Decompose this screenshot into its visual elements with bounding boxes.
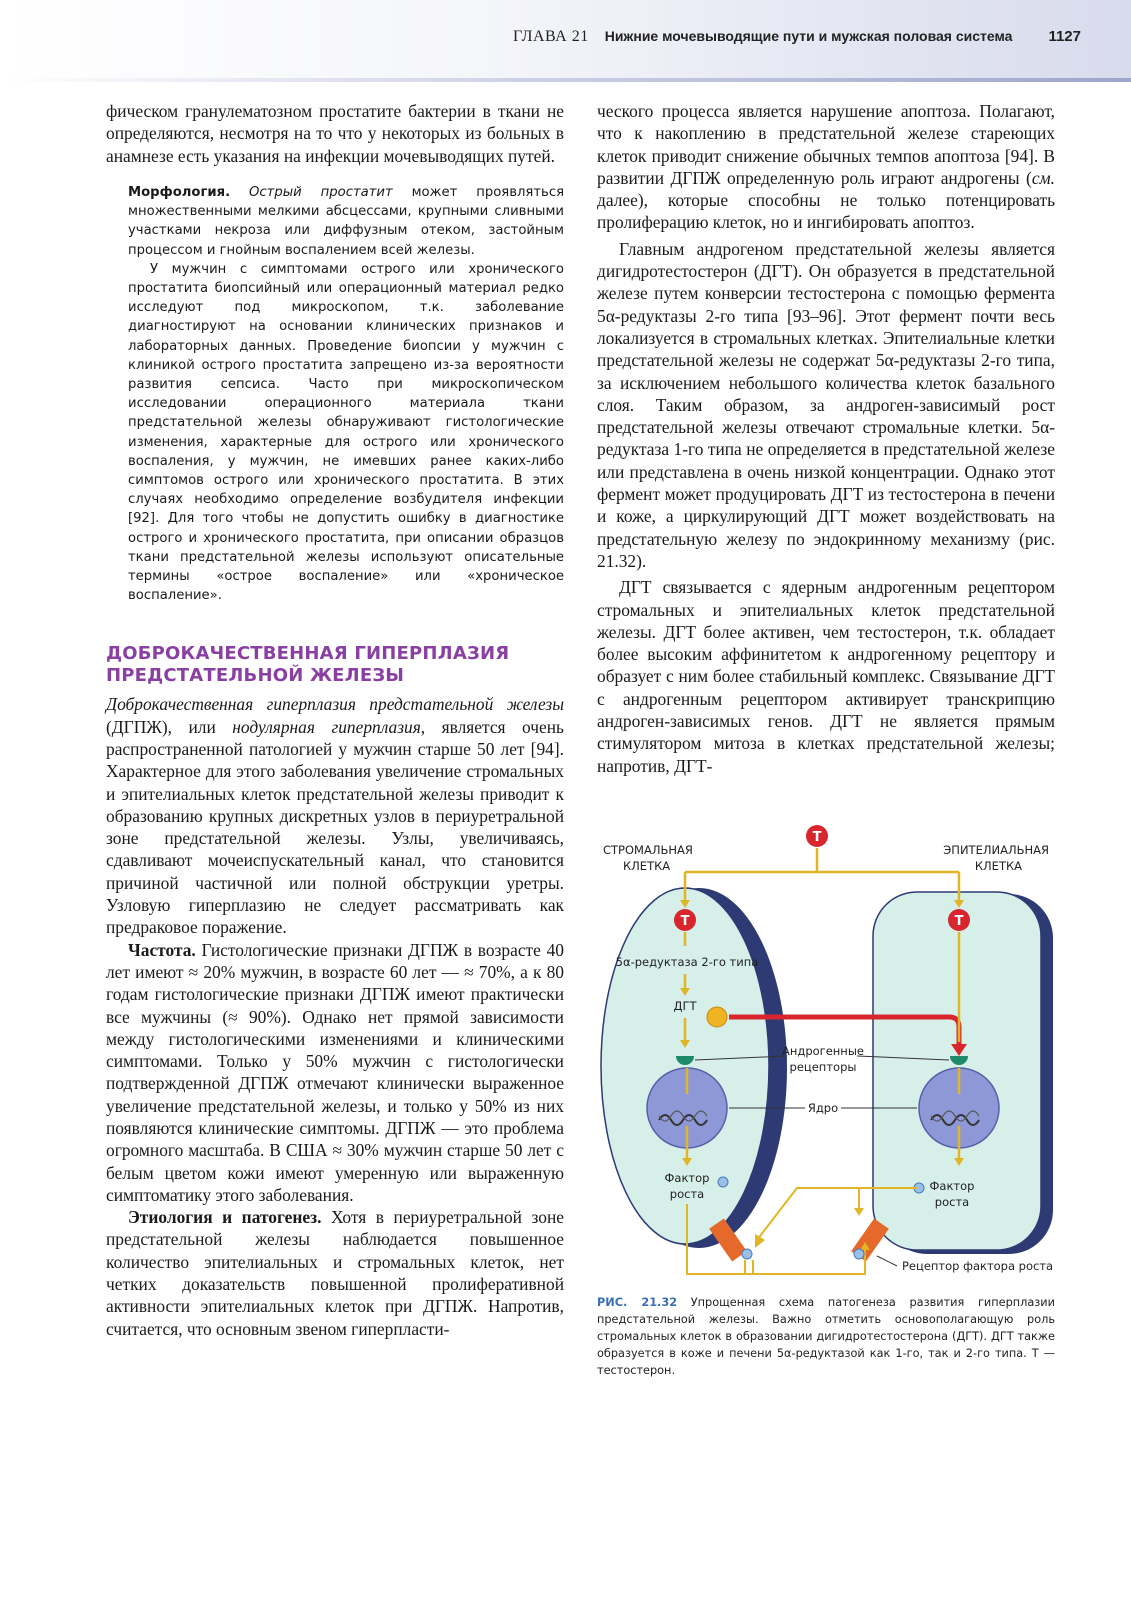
leader-line [877,1256,897,1266]
chapter-title: Нижние мочевыводящие пути и мужская половая система [604,28,1013,44]
morphology-label: Морфология. [128,184,231,200]
paragraph [597,100,1055,234]
morphology-paragraph-2: У мужчин с симптомами острого или хронического простатита биопсийный или операционный материал редко исследуют под микроскопом, т.к. заболевание диагностируют на основании клинических признаков и лабораторных данных. Проведение биопсии у мужчин с клиникой острого простатита запрещено из-за вероятности развития сепсиса. Часто при микроскопическом исследовании операционного материала ткани предстательной железы обнаруживают гистологические изменения, характерные для острого или хронического воспаления, у мужчин, не имевших ранее каких-либо симптомов острого или хронического простатита. В этих случаях необходимо определение возбудителя инфекции [92]. Для того чтобы не допустить ошибку в диагностике острого и хронического простатита, при описании образцов ткани предстательной железы используют описательные термины «острое воспаление» или «хроническое воспаление». [128,261,564,604]
reductase-label: 5α-редуктаза 2-го типа [615,955,759,969]
stromal-label-2: КЛЕТКА [623,859,671,873]
paragraph [106,939,564,1207]
caption-text: Упрощенная схема патогенеза развития гиперплазии предстательной железы. Важно отметить основополагающую роль стромальных клеток в образовании дигидротестостерона (ДГТ). ДГТ также образуется в коже и печени 5α-редуктазой как 1-го, так и 2-го типа. T — тестостерон. [597,1296,1055,1377]
term-italic: Доброкачественная гиперплазия предстательной железы [106,694,564,715]
morphology-block [128,183,564,605]
arrow [745,1260,753,1274]
caption-label: РИС. 21.32 [597,1296,678,1309]
gf-receptor-label: Рецептор фактора роста [902,1259,1054,1273]
growth-factor-molecule [718,1177,728,1187]
running-head [513,28,1081,46]
arrowhead [854,1208,864,1216]
right-column [597,100,1055,777]
t-label: T [812,830,822,845]
section-title-line-2: ПРЕДСТАТЕЛЬНОЙ ЖЕЛЕЗЫ [106,665,405,687]
receptors-label: Андрогенные [782,1044,864,1058]
receptors-label-2: рецепторы [789,1060,857,1074]
header-rule [0,78,1131,82]
text-span: , является очень распространенной патологией у мужчин старше 50 лет [94]. Характерное для этого заболевания увеличение стромальных и эпителиальных клеток предстательной железы приводит к образованию крупных дискретных узлов в периуретральной зоне предстательной железы. Узлы, увеличиваясь, сдавливают мочеиспускательный канал, что становится причиной частичной или полной обструкции уретры. Узловую гиперплазию не следует рассматривать как предраковое поражение. [106,716,564,938]
growth-factor-label: Фактор [929,1179,975,1193]
subheading-etiology: Этиология и патогенез. [128,1207,322,1228]
epithelial-label: ЭПИТЕЛИАЛЬНАЯ [943,843,1049,857]
text-span: Гистологические признаки ДГПЖ в возрасте 40 лет имеют ≈ 20% мужчин, в возрасте 60 лет — ≈ 70%, а к 80 годам гистологические признаки ДГПЖ имеют практически все мужчины (≈ 90%). Однако нет прямой зависимости между гистологическими изменениями и клиническими симптомами. Только у 50% мужчин с гистологически подтвержденной ДГПЖ отмечают клинически выраженное увеличение предстательной железы, и только у 50% из них появляются клинические симптомы. ДГПЖ — это проблема огромного масштаба. В США ≈ 30% мужчин старше 50 лет с белым цветом кожи имеют умеренную или выраженную симптоматику этого заболевания. [106,939,564,1205]
figure-21-32 [597,820,1057,1280]
morphology-term: Острый простатит [249,184,393,200]
left-column [106,100,564,1340]
paragraph [106,693,564,938]
section-title [106,643,564,687]
growth-factor-label: Фактор [664,1171,710,1185]
t-label: T [954,914,964,929]
dgt-molecule [707,1007,727,1027]
chapter-label: ГЛАВА 21 [513,28,589,45]
page-number: 1127 [1048,28,1081,45]
growth-factor-molecule [742,1249,752,1259]
stromal-label: СТРОМАЛЬНАЯ [603,843,693,857]
growth-factor-molecule [854,1249,864,1259]
term-italic: нодулярная гиперплазия [232,716,421,737]
morphology-text: может проявляться множественными мелкими абсцессами, крупными сливными участками некроза или диффузным отеком, застойным процессом и гнойным воспалением всей железы. [128,184,565,258]
t-label: T [680,914,690,929]
growth-factor-label-2: роста [934,1195,970,1209]
paragraph: ДГТ связывается с ядерным андрогенным рецептором стромальных и эпителиальных клеток предстательной железы. ДГТ более активен, чем тестостерон, т.к. обладает более высоким аффинитетом к андрогенному рецептору и образует с ним более стабильный комплекс. Связывание ДГТ с андрогенным рецептором активирует транскрипцию андроген-зависимых генов. ДГТ не является прямым стимулятором митоза в клетках предстательной железы; напротив, ДГТ- [597,577,1055,776]
epithelial-label-2: КЛЕТКА [974,859,1022,873]
dgt-label: ДГТ [673,999,697,1013]
text-span: далее), которые способны не только потенцировать пролиферацию клеток, но и ингибировать апоптоз. [597,190,1055,233]
subheading-frequency: Частота. [128,939,196,960]
paragraph [106,1206,564,1340]
text-span: (ДГПЖ), или [106,716,233,737]
nucleus-label: Ядро [807,1101,839,1115]
morphology-paragraph [128,183,564,260]
text-span: Хотя в периуретральной зоне предстательной железы наблюдается повышенное количество эпителиальных и стромальных клеток, нет четких доказательств повышенной пролиферативной активности эпителиальных клеток при ДГПЖ. Напротив, считается, что основным звеном гиперпласти- [106,1207,564,1339]
text-span: ческого процесса является нарушение апоптоза. Полагают, что к накоплению в предстательной железе стареющих клеток приводит снижение обычных темпов апоптоза [94]. В развитии ДГПЖ определенную роль играют андрогены ( [597,101,1055,188]
text-italic: см. [1031,167,1055,188]
paragraph: Главным андрогеном предстательной железы является дигидротестостерон (ДГТ). Он образуется в предстательной железе путем конверсии тестостерона с помощью фермента 5α-редуктазы 2-го типа [93–96]. Этот фермент почти весь локализуется в стромальных клетках. Эпителиальные клетки предстательной железы не содержат 5α-редуктазы 2-го типа, за исключением небольшого количества клеток базального слоя. Таким образом, за андроген-зависимый рост предстательной железы отвечают стромальные клетки. 5α-редуктаза 1-го типа не определяется в предстательной железе или представлена в очень низкой концентрации. Однако этот фермент может продуцировать ДГТ из тестостерона в печени и коже, а циркулирующий ДГТ может воздействовать на предстательную железу по эндокринному механизму (рис. 21.32). [597,238,1055,571]
paragraph: фическом гранулематозном простатите бактерии в ткани не определяются, несмотря на то что у некоторых из больных в анамнезе есть указания на инфекции мочевыводящих путей. [106,101,564,166]
growth-factor-label-2: роста [669,1187,705,1201]
pathogenesis-diagram [597,820,1057,1280]
figure-caption [597,1294,1055,1379]
section-title-line-1: ДОБРОКАЧЕСТВЕННАЯ ГИПЕРПЛАЗИЯ [106,643,510,665]
